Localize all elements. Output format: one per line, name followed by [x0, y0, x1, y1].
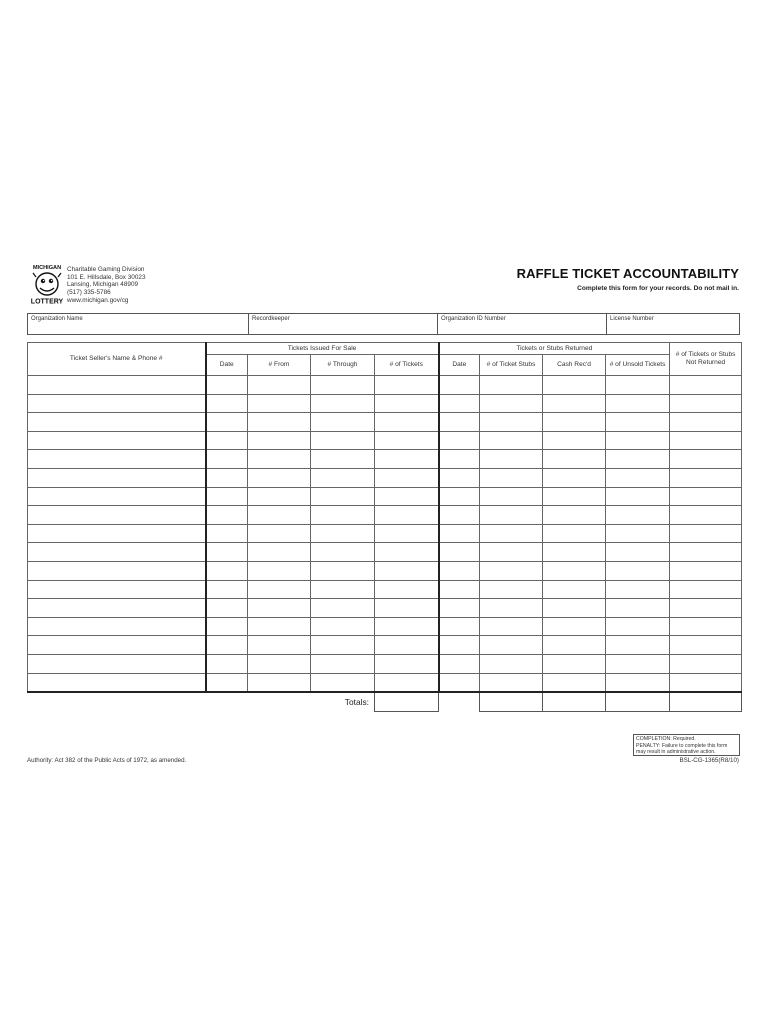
issued-from-cell[interactable] [248, 450, 311, 469]
returned-stubs-cell[interactable] [480, 487, 543, 506]
issued-count-cell[interactable] [375, 617, 439, 636]
issued-count-cell[interactable] [375, 431, 439, 450]
not-returned-cell[interactable] [670, 524, 742, 543]
returned-cash-cell[interactable] [543, 506, 606, 525]
table-row [28, 580, 742, 599]
returned-stubs-label: # of Ticket Stubs [486, 361, 536, 368]
issued-count-cell[interactable] [375, 376, 439, 395]
returned-unsold-cell[interactable] [606, 394, 670, 413]
issued-date-cell[interactable] [206, 673, 248, 692]
issued-date-cell[interactable] [206, 561, 248, 580]
issued-date-cell[interactable] [206, 599, 248, 618]
lottery-mascot-icon [30, 263, 64, 305]
organization-id-field[interactable] [437, 314, 606, 334]
returned-unsold-cell[interactable] [606, 431, 670, 450]
issued-through-cell[interactable] [311, 468, 375, 487]
returned-cash-cell[interactable] [543, 580, 606, 599]
not-returned-cell[interactable] [670, 636, 742, 655]
issued-through-cell[interactable] [311, 654, 375, 673]
organization-name-field[interactable] [28, 314, 248, 334]
license-number-field[interactable] [606, 314, 739, 334]
not-returned-cell[interactable] [670, 617, 742, 636]
logo-bottom-text: LOTTERY [30, 298, 64, 305]
michigan-lottery-logo [30, 263, 64, 305]
returned-stubs-cell[interactable] [480, 599, 543, 618]
issued-through-label: # Through [327, 361, 358, 368]
issued-from-cell[interactable] [248, 673, 311, 692]
returned-date-cell[interactable] [439, 524, 480, 543]
form-subtitle: Complete this form for your records. Do not mail in. [577, 285, 739, 292]
returned-cash-cell[interactable] [543, 561, 606, 580]
total-cash-cell[interactable] [543, 692, 606, 712]
returned-stubs-cell[interactable] [480, 654, 543, 673]
issued-date-cell[interactable] [206, 394, 248, 413]
not-returned-cell[interactable] [670, 450, 742, 469]
returned-stubs-header [480, 355, 543, 376]
issued-count-cell[interactable] [375, 450, 439, 469]
returned-stubs-cell[interactable] [480, 394, 543, 413]
issued-through-header [311, 355, 375, 376]
returned-date-cell[interactable] [439, 431, 480, 450]
issued-through-cell[interactable] [311, 413, 375, 432]
issued-count-cell[interactable] [375, 468, 439, 487]
seller-name-cell[interactable] [28, 506, 206, 525]
license-number-label: License Number [610, 316, 654, 322]
issued-through-cell[interactable] [311, 673, 375, 692]
organization-id-label: Organization ID Number [441, 316, 506, 322]
not-returned-cell[interactable] [670, 431, 742, 450]
issued-count-label: # of Tickets [389, 361, 423, 368]
returned-cash-cell[interactable] [543, 673, 606, 692]
issued-through-cell[interactable] [311, 487, 375, 506]
issued-from-cell[interactable] [248, 580, 311, 599]
table-row [28, 599, 742, 618]
returned-unsold-header [606, 355, 670, 376]
returned-date-header [439, 355, 480, 376]
issued-from-cell[interactable] [248, 636, 311, 655]
returned-date-cell[interactable] [439, 543, 480, 562]
returned-unsold-cell[interactable] [606, 468, 670, 487]
not-returned-cell[interactable] [670, 468, 742, 487]
issued-from-label: # From [268, 361, 290, 368]
issued-date-cell[interactable] [206, 543, 248, 562]
issued-count-cell[interactable] [375, 394, 439, 413]
returned-cash-cell[interactable] [543, 487, 606, 506]
returned-date-cell[interactable] [439, 654, 480, 673]
seller-name-cell[interactable] [28, 487, 206, 506]
issued-through-cell[interactable] [311, 376, 375, 395]
returned-unsold-cell[interactable] [606, 506, 670, 525]
seller-name-cell[interactable] [28, 673, 206, 692]
returned-date-cell[interactable] [439, 506, 480, 525]
not-returned-cell[interactable] [670, 673, 742, 692]
not-returned-header [670, 343, 742, 376]
form-title: RAFFLE TICKET ACCOUNTABILITY [516, 266, 739, 281]
returned-unsold-cell[interactable] [606, 450, 670, 469]
totals-spacer [439, 692, 480, 712]
issued-count-cell[interactable] [375, 413, 439, 432]
returned-date-cell[interactable] [439, 376, 480, 395]
issued-through-cell[interactable] [311, 450, 375, 469]
returned-date-cell[interactable] [439, 599, 480, 618]
seller-name-cell[interactable] [28, 543, 206, 562]
returned-stubs-cell[interactable] [480, 673, 543, 692]
returned-cash-cell[interactable] [543, 599, 606, 618]
returned-date-cell[interactable] [439, 561, 480, 580]
issued-count-cell[interactable] [375, 599, 439, 618]
issued-date-cell[interactable] [206, 413, 248, 432]
returned-unsold-cell[interactable] [606, 617, 670, 636]
total-issued-tickets-cell[interactable] [375, 692, 439, 712]
returned-unsold-cell[interactable] [606, 599, 670, 618]
issued-from-cell[interactable] [248, 543, 311, 562]
organization-name-label: Organization Name [31, 316, 83, 322]
returned-stubs-cell[interactable] [480, 450, 543, 469]
seller-name-cell[interactable] [28, 468, 206, 487]
issued-through-cell[interactable] [311, 524, 375, 543]
not-returned-cell[interactable] [670, 580, 742, 599]
not-returned-cell[interactable] [670, 506, 742, 525]
returned-cash-cell[interactable] [543, 468, 606, 487]
issued-through-cell[interactable] [311, 506, 375, 525]
returned-cash-cell[interactable] [543, 617, 606, 636]
returned-unsold-cell[interactable] [606, 561, 670, 580]
returned-date-cell[interactable] [439, 580, 480, 599]
returned-cash-cell[interactable] [543, 654, 606, 673]
returned-stubs-cell[interactable] [480, 580, 543, 599]
issued-from-cell[interactable] [248, 487, 311, 506]
issued-date-cell[interactable] [206, 376, 248, 395]
table-row [28, 506, 742, 525]
agency-address-block [67, 266, 146, 305]
issued-date-cell[interactable] [206, 654, 248, 673]
total-unsold-cell[interactable] [606, 692, 670, 712]
returned-cash-header [543, 355, 606, 376]
table-row [28, 413, 742, 432]
table-row [28, 654, 742, 673]
returned-unsold-cell[interactable] [606, 524, 670, 543]
returned-date-label: Date [452, 361, 467, 368]
returned-group-header [439, 343, 670, 355]
issued-count-cell[interactable] [375, 580, 439, 599]
not-returned-cell[interactable] [670, 487, 742, 506]
agency-phone: (517) 335-5786 [67, 289, 111, 297]
seller-name-cell[interactable] [28, 561, 206, 580]
table-row [28, 431, 742, 450]
issued-from-cell[interactable] [248, 394, 311, 413]
returned-date-cell[interactable] [439, 487, 480, 506]
table-row [28, 394, 742, 413]
table-row [28, 468, 742, 487]
returned-cash-label: Cash Rec'd [557, 361, 591, 368]
returned-stubs-cell[interactable] [480, 543, 543, 562]
returned-date-cell[interactable] [439, 636, 480, 655]
issued-count-cell[interactable] [375, 673, 439, 692]
returned-stubs-cell[interactable] [480, 524, 543, 543]
issued-through-cell[interactable] [311, 617, 375, 636]
seller-header [28, 343, 206, 376]
seller-name-cell[interactable] [28, 617, 206, 636]
returned-unsold-cell[interactable] [606, 636, 670, 655]
seller-name-cell[interactable] [28, 654, 206, 673]
issued-date-cell[interactable] [206, 580, 248, 599]
issued-count-cell[interactable] [375, 561, 439, 580]
returned-date-cell[interactable] [439, 468, 480, 487]
issued-date-cell[interactable] [206, 450, 248, 469]
returned-stubs-cell[interactable] [480, 617, 543, 636]
issued-count-cell[interactable] [375, 506, 439, 525]
returned-stubs-cell[interactable] [480, 636, 543, 655]
issued-date-header [206, 355, 248, 376]
issued-from-cell[interactable] [248, 524, 311, 543]
seller-header-label: Ticket Seller's Name & Phone # [69, 355, 163, 362]
issued-count-cell[interactable] [375, 524, 439, 543]
not-returned-label: # of Tickets or Stubs Not Returned [675, 351, 736, 366]
issued-from-cell[interactable] [248, 431, 311, 450]
returned-stubs-cell[interactable] [480, 506, 543, 525]
returned-cash-cell[interactable] [543, 450, 606, 469]
recordkeeper-field[interactable] [248, 314, 437, 334]
table-row [28, 617, 742, 636]
issued-through-cell[interactable] [311, 561, 375, 580]
total-not-returned-cell[interactable] [670, 692, 742, 712]
logo-top-text: MICHIGAN [32, 265, 62, 271]
not-returned-cell[interactable] [670, 394, 742, 413]
issued-count-header [375, 355, 439, 376]
issued-from-cell[interactable] [248, 599, 311, 618]
returned-cash-cell[interactable] [543, 543, 606, 562]
issued-date-cell[interactable] [206, 524, 248, 543]
returned-date-cell[interactable] [439, 450, 480, 469]
seller-name-cell[interactable] [28, 394, 206, 413]
returned-cash-cell[interactable] [543, 524, 606, 543]
returned-date-cell[interactable] [439, 413, 480, 432]
returned-unsold-cell[interactable] [606, 673, 670, 692]
accountability-grid [27, 342, 742, 712]
returned-group-label: Tickets or Stubs Returned [516, 344, 593, 352]
agency-website: www.michigan.gov/cg [67, 296, 129, 304]
issued-group-label: Tickets Issued For Sale [287, 344, 357, 352]
table-row [28, 561, 742, 580]
returned-unsold-cell[interactable] [606, 543, 670, 562]
returned-unsold-cell[interactable] [606, 376, 670, 395]
returned-stubs-cell[interactable] [480, 468, 543, 487]
penalty-text: PENALTY: Failure to complete this form may result in administrative action. [636, 742, 728, 756]
table-row [28, 450, 742, 469]
issued-from-cell[interactable] [248, 617, 311, 636]
issued-count-cell[interactable] [375, 487, 439, 506]
returned-stubs-cell[interactable] [480, 431, 543, 450]
seller-name-cell[interactable] [28, 413, 206, 432]
issued-through-cell[interactable] [311, 543, 375, 562]
returned-stubs-cell[interactable] [480, 413, 543, 432]
returned-unsold-cell[interactable] [606, 487, 670, 506]
issued-date-label: Date [219, 361, 234, 368]
issued-from-cell[interactable] [248, 376, 311, 395]
returned-unsold-label: # of Unsold Tickets [609, 361, 666, 368]
returned-cash-cell[interactable] [543, 413, 606, 432]
table-row [28, 487, 742, 506]
issued-through-cell[interactable] [311, 394, 375, 413]
penalty-notice [633, 734, 740, 756]
organization-info-row [27, 313, 740, 335]
total-ticket-stubs-cell[interactable] [480, 692, 543, 712]
seller-name-cell[interactable] [28, 599, 206, 618]
issued-through-cell[interactable] [311, 580, 375, 599]
seller-name-cell[interactable] [28, 524, 206, 543]
issued-group-header [206, 343, 439, 355]
not-returned-cell[interactable] [670, 543, 742, 562]
address-line-1: 101 E. Hillsdale, Box 30023 [67, 273, 146, 281]
table-row [28, 673, 742, 692]
returned-unsold-cell[interactable] [606, 413, 670, 432]
issued-count-cell[interactable] [375, 654, 439, 673]
returned-date-cell[interactable] [439, 617, 480, 636]
completion-text: COMPLETION: Required. [636, 736, 696, 742]
returned-date-cell[interactable] [439, 394, 480, 413]
table-row [28, 524, 742, 543]
issued-date-cell[interactable] [206, 487, 248, 506]
division-name: Charitable Gaming Division [67, 266, 145, 273]
returned-cash-cell[interactable] [543, 636, 606, 655]
issued-through-cell[interactable] [311, 636, 375, 655]
returned-unsold-cell[interactable] [606, 580, 670, 599]
returned-cash-cell[interactable] [543, 376, 606, 395]
returned-stubs-cell[interactable] [480, 376, 543, 395]
table-row [28, 636, 742, 655]
issued-count-cell[interactable] [375, 543, 439, 562]
issued-from-cell[interactable] [248, 654, 311, 673]
issued-from-header [248, 355, 311, 376]
issued-from-cell[interactable] [248, 468, 311, 487]
seller-name-cell[interactable] [28, 636, 206, 655]
issued-date-cell[interactable] [206, 617, 248, 636]
returned-cash-cell[interactable] [543, 394, 606, 413]
returned-unsold-cell[interactable] [606, 654, 670, 673]
not-returned-cell[interactable] [670, 561, 742, 580]
totals-row [28, 692, 742, 712]
not-returned-cell[interactable] [670, 413, 742, 432]
recordkeeper-label: Recordkeeper [252, 316, 290, 322]
returned-cash-cell[interactable] [543, 431, 606, 450]
form-number: BSL-CG-1365(R8/10) [679, 757, 739, 764]
seller-name-cell[interactable] [28, 431, 206, 450]
table-row [28, 376, 742, 395]
not-returned-cell[interactable] [670, 376, 742, 395]
issued-from-cell[interactable] [248, 506, 311, 525]
issued-date-cell[interactable] [206, 506, 248, 525]
issued-from-cell[interactable] [248, 561, 311, 580]
returned-stubs-cell[interactable] [480, 561, 543, 580]
issued-through-cell[interactable] [311, 599, 375, 618]
authority-statement: Authority: Act 382 of the Public Acts of 1972, as amended. [27, 757, 187, 764]
returned-date-cell[interactable] [439, 673, 480, 692]
seller-name-cell[interactable] [28, 580, 206, 599]
issued-through-cell[interactable] [311, 431, 375, 450]
ticket-accountability-table [27, 342, 742, 712]
issued-date-cell[interactable] [206, 468, 248, 487]
table-row [28, 543, 742, 562]
address-line-2: Lansing, Michigan 48909 [67, 281, 139, 289]
issued-date-cell[interactable] [206, 431, 248, 450]
issued-from-cell[interactable] [248, 413, 311, 432]
not-returned-cell[interactable] [670, 599, 742, 618]
issued-count-cell[interactable] [375, 636, 439, 655]
seller-name-cell[interactable] [28, 376, 206, 395]
seller-name-cell[interactable] [28, 450, 206, 469]
issued-date-cell[interactable] [206, 636, 248, 655]
not-returned-cell[interactable] [670, 654, 742, 673]
totals-label: Totals: [344, 697, 369, 708]
